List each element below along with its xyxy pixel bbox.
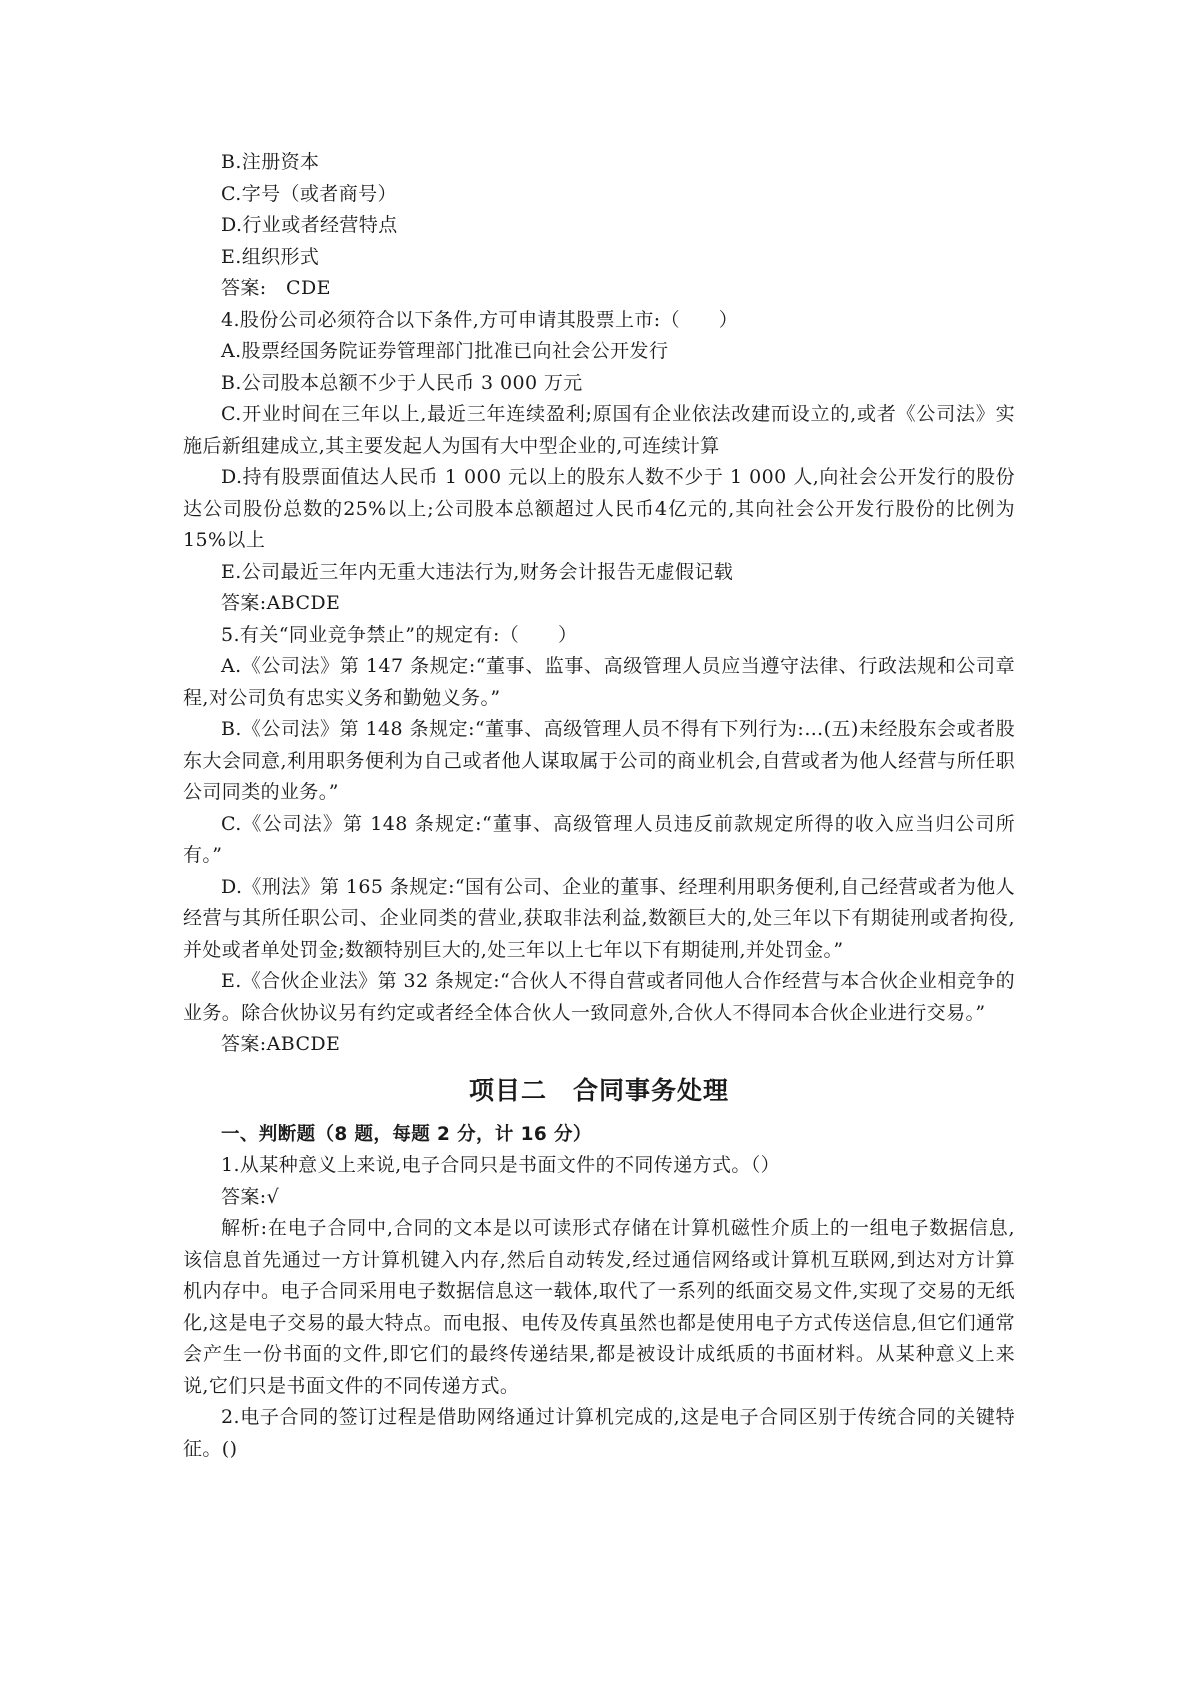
answer-4: 答案:ABCDE [221, 592, 341, 614]
option-b-line: B.注册资本 [221, 151, 320, 173]
question-4-option-a: A.股票经国务院证券管理部门批准已向社会公开发行 [221, 340, 669, 362]
question-4-option-d: D.持有股票面值达人民币 1 000 元以上的股东人数不少于 1 000 人,向社会公开发行的股份达公司股份总数的25%以上;公司股本总额超过人民币4亿元的,其向社会公开发行股份的比例为 15%以上 [183, 466, 1015, 551]
project-title: 项目二 合同事务处理 [468, 1075, 729, 1105]
judge-answer-1: 答案:√ [221, 1185, 280, 1208]
question-5: 5.有关“同业竞争禁止”的规定有:（ ） [221, 623, 578, 646]
question-5-option-b: B.《公司法》第 148 条规定:“董事、高级管理人员不得有下列行为:…(五)未经股东会或者股东大会同意,利用职务便利为自己或者他人谋取属于公司的商业机会,自营或者为他人经营与所任职公司同类的业务。” [183, 718, 1015, 803]
question-5-option-e: E.《合伙企业法》第 32 条规定:“合伙人不得自营或者同他人合作经营与本合伙企业相竞争的业务。除合伙协议另有约定或者经全体合伙人一致同意外,合伙人不得同本合伙企业进行交易。” [183, 970, 1015, 1024]
section-heading: 一、判断题（8 题，每题 2 分，计 16 分） [221, 1123, 592, 1145]
question-4-option-c: C.开业时间在三年以上,最近三年连续盈利;原国有企业依法改建而设立的,或者《公司法》实施后新组建成立,其主要发起人为国有大中型企业的,可连续计算 [183, 403, 1015, 457]
question-4: 4.股份公司必须符合以下条件,方可申请其股票上市:（ ） [221, 308, 739, 331]
document-page [183, 147, 1015, 1465]
question-5-option-a: A.《公司法》第 147 条规定:“董事、监事、高级管理人员应当遵守法律、行政法规和公司章程,对公司负有忠实义务和勤勉义务。” [183, 655, 1015, 709]
answer-5: 答案:ABCDE [221, 1033, 341, 1055]
option-d-line: D.行业或者经营特点 [221, 214, 398, 236]
question-4-option-b: B.公司股本总额不少于人民币 3 000 万元 [221, 371, 583, 394]
question-4-option-e: E.公司最近三年内无重大违法行为,财务会计报告无虚假记载 [221, 560, 734, 583]
question-5-option-c: C.《公司法》第 148 条规定:“董事、高级管理人员违反前款规定所得的收入应当归公司所有。” [183, 812, 1015, 866]
option-c-line: C.字号（或者商号） [221, 182, 397, 205]
answer-3: 答案: CDE [221, 277, 331, 299]
option-e-line: E.组织形式 [221, 245, 320, 268]
question-5-option-d: D.《刑法》第 165 条规定:“国有公司、企业的董事、经理利用职务便利,自己经营或者为他人经营与其所任职公司、企业同类的营业,获取非法利益,数额巨大的,处三年以下有期徒刑或者拘役,并处或者单处罚金;数额特别巨大的,处三年以上七年以下有期徒刑,并处罚金。” [183, 875, 1015, 961]
judge-question-2: 2.电子合同的签订过程是借助网络通过计算机完成的,这是电子合同区别于传统合同的关键特征。() [183, 1406, 1015, 1460]
judge-analysis-1: 解析:在电子合同中,合同的文本是以可读形式存储在计算机磁性介质上的一组电子数据信息,该信息首先通过一方计算机键入内存,然后自动转发,经过通信网络或计算机互联网,到达对方计算机内存中。电子合同采用电子数据信息这一载体,取代了一系列的纸面交易文件,实现了交易的无纸化,这是电子交易的最大特点。而电报、电传及传真虽然也都是使用电子方式传送信息,但它们通常会产生一份书面的文件,即它们的最终传递结果,都是被设计成纸质的书面材料。从某种意义上来说,它们只是书面文件的不同传递方式。 [183, 1217, 1015, 1397]
judge-question-1: 1.从某种意义上来说,电子合同只是书面文件的不同传递方式。（） [221, 1154, 781, 1176]
